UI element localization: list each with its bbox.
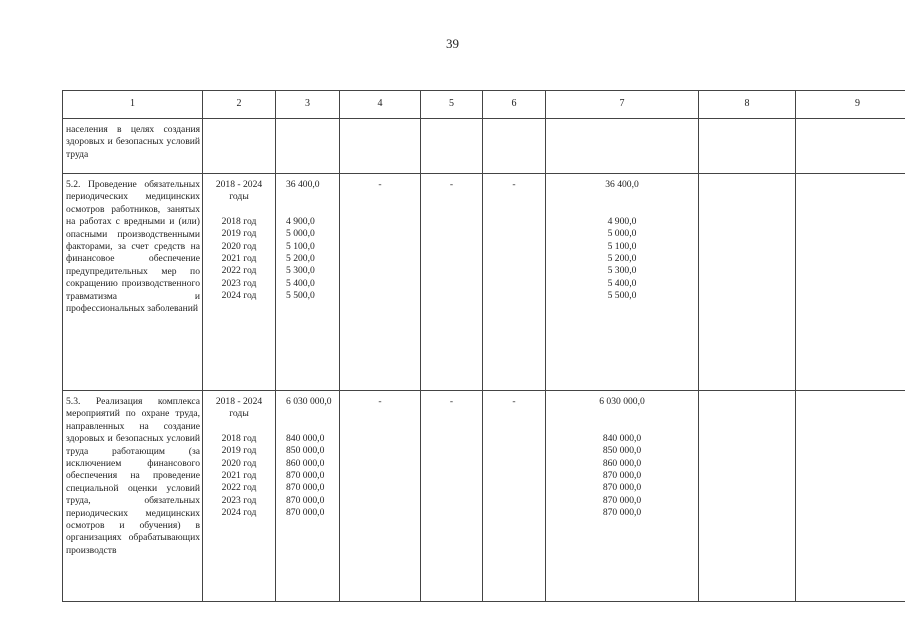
empty-cell	[796, 119, 905, 174]
header-col-2: 2	[203, 91, 276, 119]
header-col-1: 1	[63, 91, 203, 119]
value-item: 860 000,0	[286, 457, 325, 469]
period-range: 2018 - 2024 годы	[215, 396, 263, 420]
year-item: 2023 год	[221, 277, 257, 289]
value-item: 5 100,0	[607, 240, 637, 252]
year-item: 2019 год	[221, 445, 257, 457]
year-item: 2020 год	[221, 240, 257, 252]
value-item: 840 000,0	[286, 432, 325, 444]
col7-total: 6 030 000,0	[599, 396, 645, 407]
year-item: 2022 год	[221, 265, 257, 277]
header-col-8: 8	[699, 91, 796, 119]
value-item: 5 300,0	[607, 265, 637, 277]
header-col-3: 3	[276, 91, 340, 119]
year-item: 2021 год	[221, 469, 257, 481]
value-item: 5 400,0	[607, 277, 637, 289]
page-number: 39	[446, 36, 459, 51]
value-list	[286, 216, 339, 303]
value-item: 870 000,0	[286, 482, 325, 494]
col7-cell	[546, 391, 699, 602]
year-item: 2024 год	[221, 290, 257, 302]
header-col-6: 6	[483, 91, 546, 119]
year-item: 2019 год	[221, 228, 257, 240]
empty-cell	[546, 119, 699, 174]
table-row	[63, 174, 905, 391]
row-description: 5.3. Реализация комплекса мероприятий по охране труда, направленных на создание здоровых и безопасных условий труда работающим (за исключением финансового обеспечения на проведение специальной оценки условий труда, обязательных периодических медицинских осмотров и обучения) в организациях обрабатывающих производств	[63, 391, 203, 602]
table-row	[63, 391, 905, 602]
value-list	[286, 433, 339, 520]
value-item: 5 000,0	[607, 228, 637, 240]
value-item: 870 000,0	[286, 494, 325, 506]
col7-value-list	[546, 433, 698, 520]
value-item: 5 200,0	[286, 252, 315, 264]
value-item: 5 500,0	[607, 290, 637, 302]
empty-cell	[421, 119, 483, 174]
period-cell	[203, 391, 276, 602]
value-item: 5 100,0	[286, 240, 315, 252]
total-cell	[276, 391, 340, 602]
col7-value-list	[546, 216, 698, 303]
dash-cell: -	[340, 174, 421, 391]
dash-cell: -	[421, 391, 483, 602]
value-item: 870 000,0	[602, 507, 642, 519]
value-item: 870 000,0	[602, 494, 642, 506]
row-description: 5.2. Проведение обязательных периодических медицинских осмотров работников, занятых на работах с вредными и (или) опасными производственными факторами, за счет средств на финансовое обеспечение предупредительных мер по сокращению производственного травматизма и профессиональных заболеваний	[63, 174, 203, 391]
value-item: 870 000,0	[286, 507, 325, 519]
value-item: 5 200,0	[607, 252, 637, 264]
empty-cell	[203, 119, 276, 174]
header-col-4: 4	[340, 91, 421, 119]
year-item: 2021 год	[221, 252, 257, 264]
year-item: 2024 год	[221, 507, 257, 519]
total-cell	[276, 174, 340, 391]
empty-cell	[699, 391, 796, 602]
table-row-continuation	[63, 119, 905, 174]
empty-cell	[699, 119, 796, 174]
empty-cell	[796, 174, 905, 391]
value-item: 5 300,0	[286, 265, 315, 277]
year-list	[203, 216, 275, 303]
period-cell	[203, 174, 276, 391]
empty-cell	[796, 391, 905, 602]
value-item: 840 000,0	[602, 432, 642, 444]
year-item: 2018 год	[221, 215, 257, 227]
year-item: 2020 год	[221, 457, 257, 469]
dash-cell: -	[483, 391, 546, 602]
col7-cell	[546, 174, 699, 391]
value-item: 870 000,0	[286, 469, 325, 481]
value-item: 860 000,0	[602, 457, 642, 469]
year-list	[203, 433, 275, 520]
continuation-text: населения в целях создания здоровых и безопасных условий труда	[63, 119, 203, 174]
empty-cell	[483, 119, 546, 174]
col7-total: 36 400,0	[605, 179, 639, 190]
dash-cell: -	[340, 391, 421, 602]
total-value: 6 030 000,0	[286, 396, 332, 407]
year-item: 2023 год	[221, 494, 257, 506]
year-item: 2022 год	[221, 482, 257, 494]
value-item: 4 900,0	[607, 215, 637, 227]
period-range: 2018 - 2024 годы	[215, 179, 263, 203]
header-row	[63, 91, 905, 119]
value-item: 850 000,0	[286, 445, 325, 457]
year-item: 2018 год	[221, 432, 257, 444]
empty-cell	[699, 174, 796, 391]
dash-cell: -	[421, 174, 483, 391]
value-item: 870 000,0	[602, 482, 642, 494]
header-col-5: 5	[421, 91, 483, 119]
value-item: 4 900,0	[286, 215, 315, 227]
value-item: 870 000,0	[602, 469, 642, 481]
program-table	[62, 90, 905, 602]
empty-cell	[276, 119, 340, 174]
value-item: 5 500,0	[286, 290, 315, 302]
header-col-9: 9	[796, 91, 905, 119]
value-item: 850 000,0	[602, 445, 642, 457]
empty-cell	[340, 119, 421, 174]
value-item: 5 000,0	[286, 228, 315, 240]
dash-cell: -	[483, 174, 546, 391]
total-value: 36 400,0	[286, 179, 320, 190]
value-item: 5 400,0	[286, 277, 315, 289]
header-col-7: 7	[546, 91, 699, 119]
